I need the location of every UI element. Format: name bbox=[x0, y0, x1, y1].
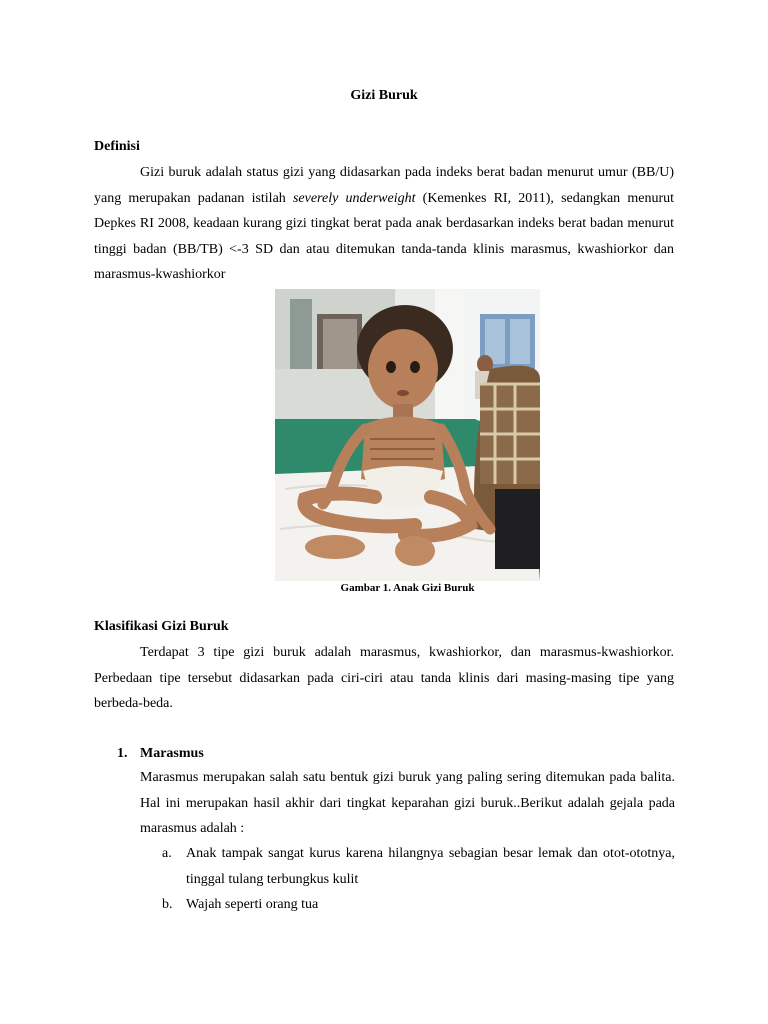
klasifikasi-paragraph bbox=[94, 640, 674, 717]
marasmus-number: 1. bbox=[117, 746, 128, 761]
figure-caption: Gambar 1. Anak Gizi Buruk bbox=[340, 582, 475, 594]
klasifikasi-text: Terdapat 3 tipe gizi buruk adalah marasmus, kwashiorkor, dan marasmus-kwashiorkor. Perbedaan tipe tersebut didasarkan pada ciri-ciri atau tanda klinis dari masing-masing tipe yang berbeda-beda. bbox=[94, 645, 674, 711]
page-title: Gizi Buruk bbox=[350, 88, 418, 103]
definisi-paragraph bbox=[94, 160, 674, 288]
marasmus-item-b-letter: b. bbox=[162, 897, 173, 912]
definisi-heading: Definisi bbox=[94, 139, 140, 154]
figure-photo bbox=[275, 289, 540, 581]
marasmus-heading: Marasmus bbox=[140, 746, 204, 761]
marasmus-item-a-text: Anak tampak sangat kurus karena hilangnya sebagian besar lemak dan otot-ototnya, tinggal tulang terbungkus kulit bbox=[186, 846, 675, 887]
definisi-text-2: (Kemenkes RI, 2011), sedangkan menurut Depkes RI 2008, keadaan kurang gizi tingkat berat pada anak berdasarkan indeks berat badan menurut tinggi badan (BB/TB) <-3 SD dan atau ditemukan tanda-tanda klinis marasmus, kwashiorkor dan marasmus-kwashiorkor bbox=[94, 190, 674, 282]
marasmus-paragraph: Marasmus merupakan salah satu bentuk gizi buruk yang paling sering ditemukan pada balita. Hal ini merupakan hasil akhir dari tingkat keparahan gizi buruk..Berikut adalah gejala pada marasmus adalah : bbox=[140, 770, 675, 836]
marasmus-item-b-text: Wajah seperti orang tua bbox=[186, 897, 319, 912]
definisi-italic-term: severely underweight bbox=[292, 190, 416, 206]
photo-illustration bbox=[275, 289, 540, 581]
definisi-text-1: Gizi buruk adalah status gizi yang didasarkan pada indeks berat badan menurut umur (BB/U) yang merupakan padanan istilah bbox=[94, 165, 674, 206]
klasifikasi-heading: Klasifikasi Gizi Buruk bbox=[94, 619, 229, 634]
marasmus-item-a-letter: a. bbox=[162, 846, 172, 861]
